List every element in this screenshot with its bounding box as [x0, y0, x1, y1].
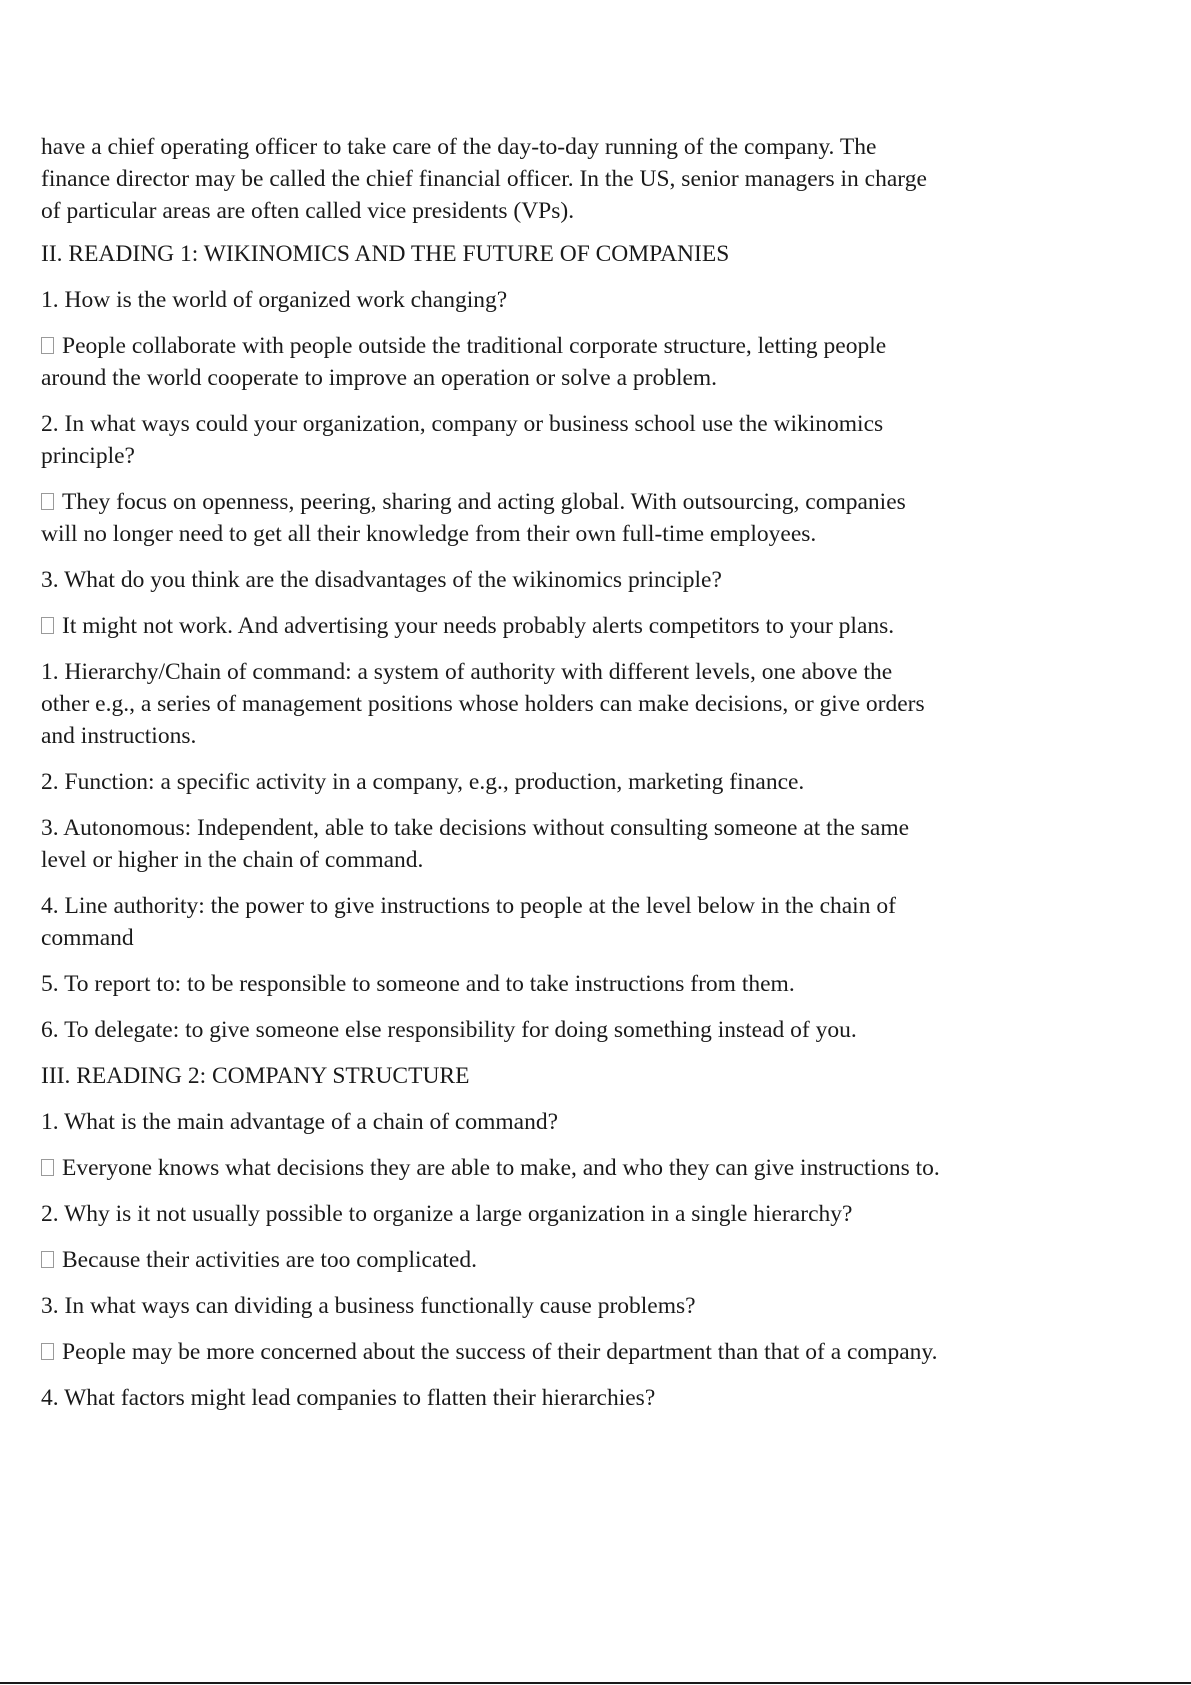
answer-text: People may be more concerned about the success of their department than that of a company.: [62, 1339, 938, 1365]
vocabulary-item-6: 6. To delegate: to give someone else responsibility for doing something instead of you.: [41, 1017, 857, 1043]
missing-glyph-icon: [41, 1251, 54, 1268]
reading1-answer-1: [41, 330, 941, 394]
reading2-heading: III. READING 2: COMPANY STRUCTURE: [41, 1063, 470, 1089]
vocabulary-item-5: 5. To report to: to be responsible to someone and to take instructions from them.: [41, 971, 795, 997]
reading2-answer-2: [41, 1244, 941, 1276]
reading1-question-2: 2. In what ways could your organization, company or business school use the wikinomics principle?: [41, 411, 884, 469]
reading1-heading: II. READING 1: WIKINOMICS AND THE FUTURE OF COMPANIES: [41, 241, 730, 267]
reading2-question-1: 1. What is the main advantage of a chain of command?: [41, 1109, 559, 1135]
document-page: [41, 131, 941, 1428]
missing-glyph-icon: [41, 493, 54, 510]
reading1-question-3: 3. What do you think are the disadvantages of the wikinomics principle?: [41, 567, 722, 593]
answer-text: Everyone knows what decisions they are able to make, and who they can give instructions to.: [62, 1155, 940, 1181]
missing-glyph-icon: [41, 1159, 54, 1176]
intro-paragraph: have a chief operating officer to take care of the day-to-day running of the company. The finance director may be called the chief financial officer. In the US, senior managers in charge of particular areas are often called vice presidents (VPs).: [41, 134, 927, 224]
answer-text: Because their activities are too complicated.: [62, 1247, 477, 1273]
missing-glyph-icon: [41, 1343, 54, 1360]
page-bottom-rule: [0, 1682, 1191, 1684]
answer-text: People collaborate with people outside the traditional corporate structure, letting people around the world cooperate to improve an operation or solve a problem.: [41, 333, 887, 391]
answer-text: It might not work. And advertising your needs probably alerts competitors to your plans.: [62, 613, 895, 639]
vocabulary-item-2: 2. Function: a specific activity in a company, e.g., production, marketing finance.: [41, 769, 805, 795]
missing-glyph-icon: [41, 337, 54, 354]
vocabulary-item-1: 1. Hierarchy/Chain of command: a system of authority with different levels, one above the other e.g., a series of management positions whose holders can make decisions, or give orders and instructions.: [41, 659, 925, 749]
reading1-answer-2: [41, 486, 941, 550]
reading2-question-4: 4. What factors might lead companies to flatten their hierarchies?: [41, 1385, 656, 1411]
reading1-question-1: 1. How is the world of organized work changing?: [41, 287, 508, 313]
reading1-answer-3: [41, 610, 941, 642]
answer-text: They focus on openness, peering, sharing and acting global. With outsourcing, companies will no longer need to get all their knowledge from their own full-time employees.: [41, 489, 906, 547]
reading2-answer-1: [41, 1152, 941, 1184]
reading2-question-3: 3. In what ways can dividing a business functionally cause problems?: [41, 1293, 696, 1319]
reading2-answer-3: [41, 1336, 941, 1368]
vocabulary-item-4: 4. Line authority: the power to give instructions to people at the level below in the chain of command: [41, 893, 896, 951]
reading2-question-2: 2. Why is it not usually possible to organize a large organization in a single hierarchy?: [41, 1201, 853, 1227]
missing-glyph-icon: [41, 617, 54, 634]
vocabulary-item-3: 3. Autonomous: Independent, able to take decisions without consulting someone at the same level or higher in the chain of command.: [41, 815, 910, 873]
